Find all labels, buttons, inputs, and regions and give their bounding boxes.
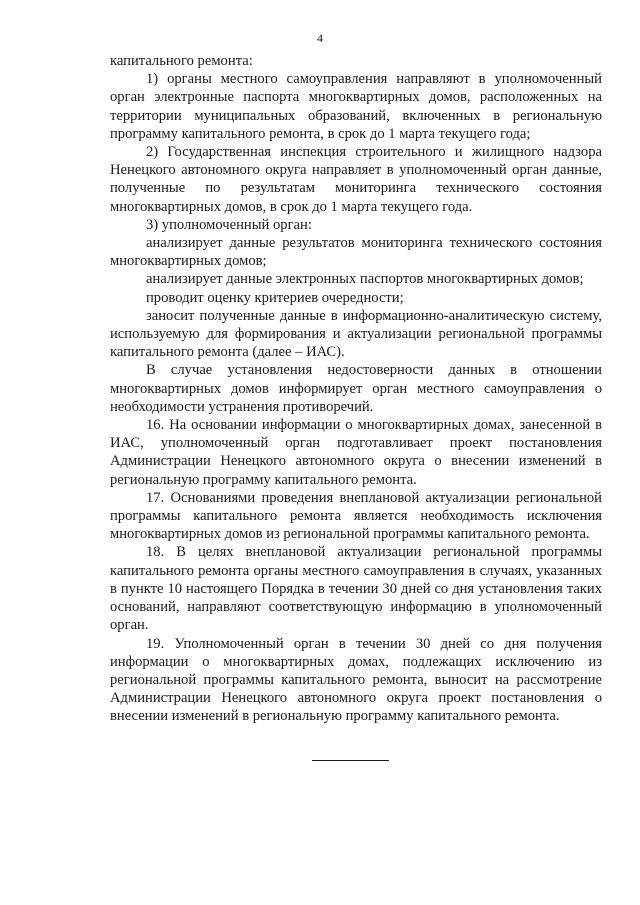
paragraph-clause-16: 16. На основании информации о многоквартирных домах, занесенной в ИАС, уполномоченный орган подготавливает проект постановления Администрации Ненецкого автономного округа о внесении изменений в региональную программу капитального ремонта. [110,417,602,488]
paragraph-analyze-monitoring: анализирует данные результатов мониторинга технического состояния многоквартирных домов; [110,235,602,270]
end-divider [312,760,389,761]
paragraph-analyze-passports: анализирует данные электронных паспортов многоквартирных домов; [146,271,584,288]
paragraph-assess-criteria: проводит оценку критериев очередности; [146,289,404,306]
paragraph-clause-17: 17. Основаниями проведения внеплановой актуализации региональной программы капитального ремонта является необходимость исключения многоквартирных домов из региональной программы капитального ремонта. [110,489,602,543]
document-body [110,52,602,726]
paragraph-item-2: 2) Государственная инспекция строительного и жилищного надзора Ненецкого автономного округа направляет в уполномоченный орган данные, полученные по результатам мониторинга технического состояния многоквартирных домов, в срок до 1 марта текущего года. [110,144,602,215]
page-number: 4 [317,31,323,45]
paragraph-inaccuracy: В случае установления недостоверности данных в отношении многоквартирных домов информирует орган местного самоуправления о необходимости устранения противоречий. [110,362,602,415]
paragraph-enter-data: заносит полученные данные в информационно-аналитическую систему, используемую для формирования и актуализации региональной программы капитального ремонта (далее – ИАС). [110,307,602,361]
paragraph-continuation: капитального ремонта: [110,53,253,69]
paragraph-item-3: 3) уполномоченный орган: [146,216,312,233]
paragraph-item-1: 1) органы местного самоуправления направляют в уполномоченный орган электронные паспорта многоквартирных домов, расположенных на территории муниципальных образований, включенных в региональную программу капитального ремонта, в срок до 1 марта текущего года; [110,71,602,142]
paragraph-clause-18: 18. В целях внеплановой актуализации региональной программы капитального ремонта органы местного самоуправления в случаях, указанных в пункте 10 настоящего Порядка в течении 30 дней со дня установления таких оснований, направляют соответствующую информацию в уполномоченный орган. [110,544,602,634]
paragraph-clause-19: 19. Уполномоченный орган в течении 30 дней со дня получения информации о многоквартирных домах, подлежащих исключению из региональной программы капитального ремонта, выносит на рассмотрение Администрации Ненецкого автономного округа проект постановления о внесении изменений в региональную программу капитального ремонта. [110,635,602,725]
